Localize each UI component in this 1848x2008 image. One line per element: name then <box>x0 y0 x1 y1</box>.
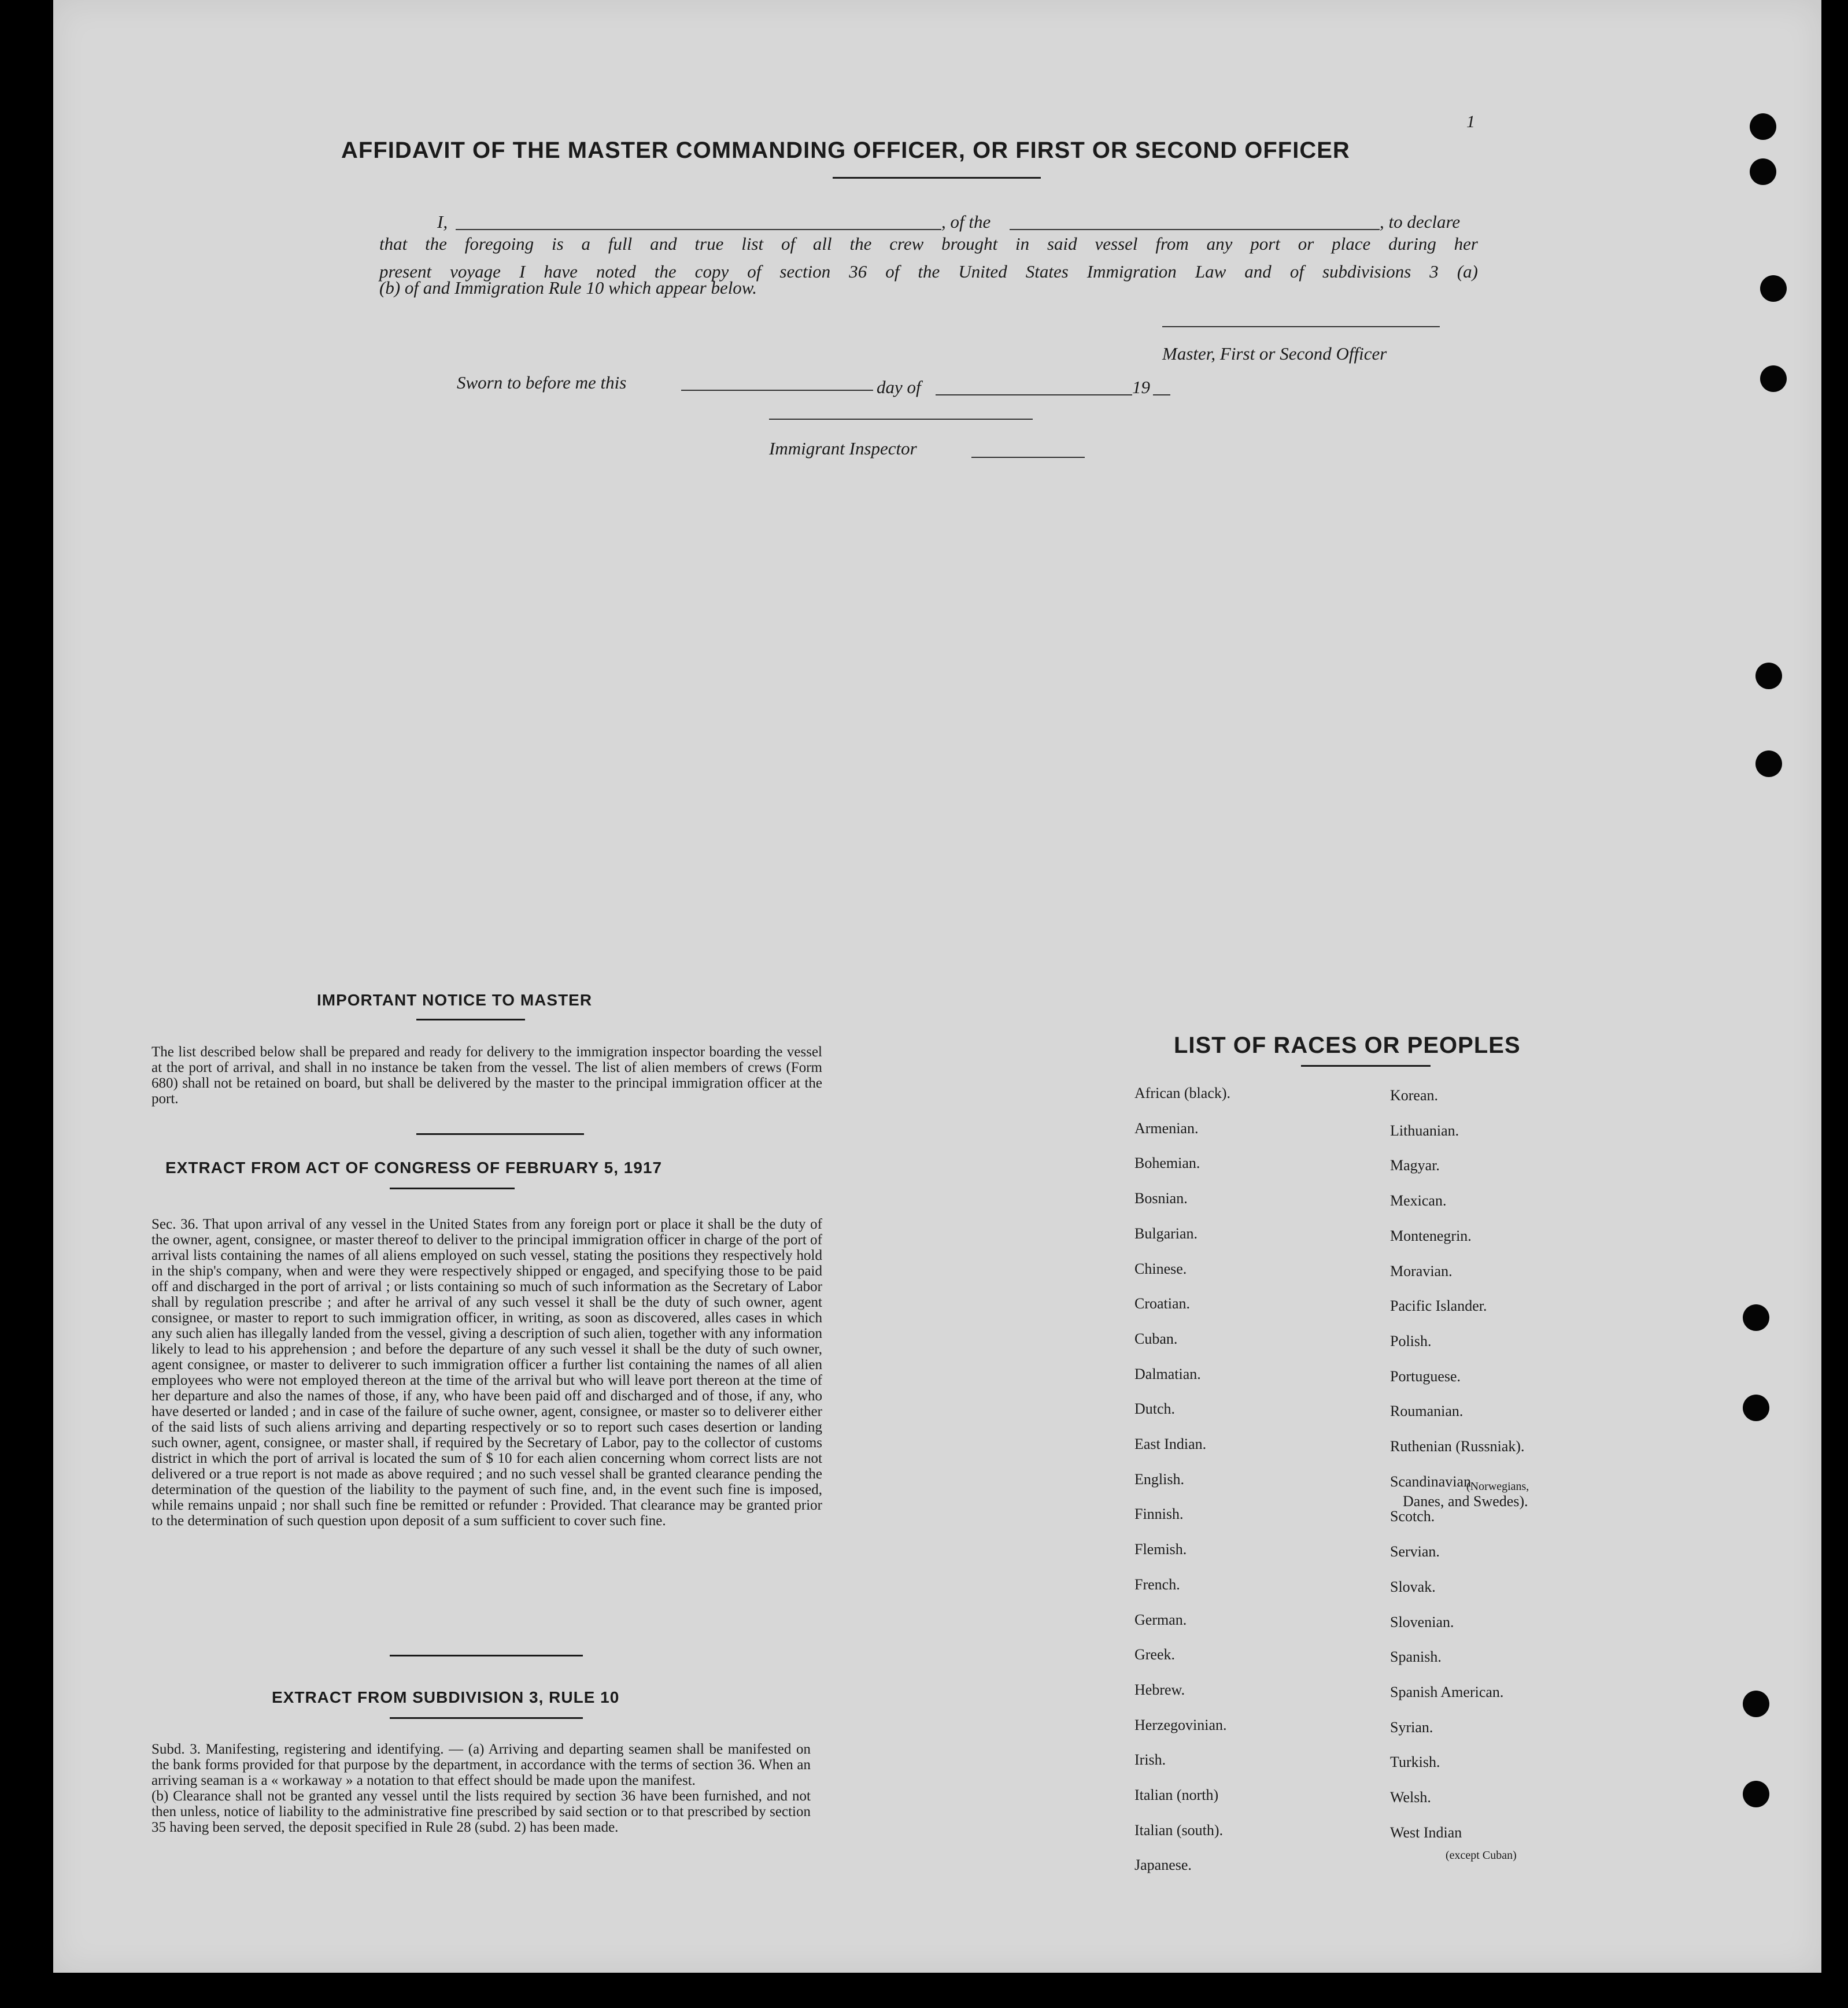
race-item: Dutch. <box>1134 1400 1176 1418</box>
inspector-label: Immigrant Inspector <box>769 438 917 458</box>
race-item: Finnish. <box>1134 1506 1184 1523</box>
affidavit-line2: that the foregoing is a full and true list of all the crew brought in said vessel from any port or place during her <box>379 234 1478 254</box>
affidavit-line4: (b) of and Immigration Rule 10 which appear below. <box>379 278 757 298</box>
signature-blank[interactable] <box>1162 326 1440 327</box>
race-item: Scotch. <box>1390 1508 1435 1525</box>
race-item: Magyar. <box>1390 1157 1440 1174</box>
race-item: Bosnian. <box>1134 1190 1188 1207</box>
race-item: Italian (south). <box>1134 1821 1224 1839</box>
binder-hole <box>1743 1691 1769 1717</box>
race-item: Slovenian. <box>1390 1613 1454 1630</box>
act-title: EXTRACT FROM ACT OF CONGRESS OF FEBRUARY 5, 1917 <box>165 1159 663 1177</box>
notice-underline <box>416 1019 525 1020</box>
affidavit-of-the: , of the <box>941 212 991 232</box>
race-item: Roumanian. <box>1390 1403 1463 1420</box>
notice-body: The list described below shall be prepared and ready for delivery to the immigration inspector boarding the vessel at the port of arrival, and shall in no instance be taken from the vessel. The list of alien members of crews (Form 680) shall not be retained on board, but shall be delivered by the master to the principal immigration officer at the port. <box>151 1044 822 1107</box>
race-item: Cuban. <box>1134 1330 1178 1347</box>
race-item: Syrian. <box>1390 1718 1433 1736</box>
inspector-signature-blank[interactable] <box>769 419 1033 420</box>
inspector-underline <box>971 457 1085 458</box>
race-item: East Indian. <box>1134 1436 1207 1452</box>
race-item: Italian (north) <box>1134 1787 1219 1803</box>
binder-hole <box>1755 750 1782 777</box>
race-item: English. <box>1134 1470 1184 1488</box>
race-item: Flemish. <box>1134 1541 1187 1558</box>
race-item: Montenegrin. <box>1390 1227 1472 1244</box>
race-item: Spanish American. <box>1390 1683 1504 1700</box>
document-page <box>53 0 1821 1973</box>
race-item: Bulgarian. <box>1134 1225 1198 1242</box>
race-item: West Indian <box>1390 1824 1462 1841</box>
race-item: Korean. <box>1390 1087 1439 1104</box>
race-item: Ruthenian (Russniak). <box>1390 1438 1525 1455</box>
page-number: 1 <box>1466 112 1475 131</box>
race-item: Scandinavian <box>1390 1473 1472 1490</box>
year-blank[interactable] <box>1153 394 1170 395</box>
title-underline <box>833 177 1041 179</box>
affidavit-declare: , to declare <box>1380 212 1461 232</box>
sworn-day-blank[interactable] <box>681 390 873 391</box>
west-indian-note: (except Cuban) <box>1446 1849 1517 1862</box>
races-underline <box>1301 1065 1431 1067</box>
rule-para-b: (b) Clearance shall not be granted any vessel until the lists required by section 36 have been furnished, and not then unless, notice of liability to the administrative fine prescribed by said section or to that prescribed by section 35 having been served, the deposit specified in Rule 28 (subd. 2) has been made. <box>151 1788 811 1835</box>
race-item: Portuguese. <box>1390 1367 1461 1385</box>
act-rule <box>390 1655 583 1656</box>
rule-title: EXTRACT FROM SUBDIVISION 3, RULE 10 <box>272 1688 620 1706</box>
race-item: Herzegovinian. <box>1134 1716 1227 1733</box>
scandinavian-note: (Norwegians, <box>1466 1480 1529 1493</box>
scandinavian-note-2: Danes, and Swedes). <box>1403 1493 1528 1510</box>
race-item: Chinese. <box>1134 1260 1187 1277</box>
binder-hole <box>1743 1304 1769 1331</box>
race-item: Lithuanian. <box>1390 1122 1459 1139</box>
affidavit-i: I, <box>437 212 448 232</box>
race-item: Armenian. <box>1134 1119 1199 1137</box>
race-item: Dalmatian. <box>1134 1365 1201 1382</box>
notice-title: IMPORTANT NOTICE TO MASTER <box>317 991 593 1009</box>
race-item: Croatian. <box>1134 1295 1191 1312</box>
affidavit-title: AFFIDAVIT OF THE MASTER COMMANDING OFFICER, OR FIRST OR SECOND OFFICER <box>341 138 1350 163</box>
day-of-label: day of <box>877 377 921 397</box>
race-item: Bohemian. <box>1134 1155 1200 1172</box>
race-item: Servian. <box>1390 1543 1440 1560</box>
race-item: Hebrew. <box>1134 1681 1185 1698</box>
race-item: French. <box>1134 1576 1180 1593</box>
race-item: Spanish. <box>1390 1648 1442 1666</box>
race-item: Irish. <box>1134 1751 1166 1769</box>
binder-hole <box>1760 365 1787 392</box>
notice-rule <box>416 1133 584 1135</box>
signature-label: Master, First or Second Officer <box>1162 343 1387 364</box>
rule-para-a: Subd. 3. Manifesting, registering and identifying. — (a) Arriving and departing seamen shall be manifested on the bank forms provided for that purpose by the department, in accordance with the terms of section 36. When an arriving seaman is a « workaway » a notation to that effect should be made upon the manifest. <box>151 1741 811 1788</box>
rule-underline <box>390 1717 583 1719</box>
races-title: LIST OF RACES OR PEOPLES <box>1174 1033 1521 1058</box>
race-item: Japanese. <box>1134 1857 1192 1874</box>
race-item: Polish. <box>1390 1332 1432 1349</box>
race-item: African (black). <box>1134 1085 1231 1101</box>
year-prefix: 19 <box>1132 377 1150 397</box>
race-item: Slovak. <box>1390 1578 1436 1595</box>
act-body: Sec. 36. That upon arrival of any vessel in the United States from any foreign port or place it shall be the duty of the owner, agent, consignee, or master thereof to deliver to the principal immigration officer in charge of the port of arrival lists containing the names of all aliens employed on such vessel, stating the positions they respectively hold in the ship's company, when and were they were respectively shipped or engaged, and specifying those to be paid off and discharged in the port of arrival ; or lists containing so much of such information as the Secretary of Labor shall by regulation prescribe ; and after he arrival of any such vessel it shall be the duty of such owner, agent consignee, or master to report to such immigration officer, in writing, as soon as discovered, alles cases in which any such alien has illegally landed from the vessel, giving a description of such alien, together with any information likely to lead to his apprehension ; and before the departure of any such vessel it shall be the duty of such owner, agent consignee, or master to deliverer to such immigration officer a further list containing the names of all alien employees who were not employed thereon at the time of the arrival but who will leave port thereon at the time of her departure and also the names of those, if any, who have been paid off and discharged and of those, if any, who have deserted or landed ; and in case of the failure of suche owner, agent, consignee, or master so to deliverer either of the said lists of such aliens arriving and departing respectively or so to report such cases desertion or landing such owner, agent, consignee, or master shall, if required by the Secretary of Labor, pay to the collector of customs district in which the port of arrival is located the sum of $ 10 for each alien concerning whom correct lists are not delivered or a true report is not made as above required ; and no such vessel shall be granted clearance pending the determination of the question of the liability to the payment of such fine, and, in the event such fine is imposed, while remains unpaid ; nor shall such fine be remitted or refunder : Provided. That clearance may be granted prior to the determination of such question upon deposit of a sum sufficient to cover such fine. <box>151 1216 822 1529</box>
race-item: Turkish. <box>1390 1754 1440 1771</box>
affidavit-line3: present voyage I have noted the copy of section 36 of the United States Immigration Law and of subdivisions 3 (a) <box>379 261 1478 282</box>
act-underline <box>390 1188 515 1189</box>
month-blank[interactable] <box>936 394 1132 395</box>
race-item: Mexican. <box>1390 1192 1447 1210</box>
rule-body <box>151 1741 811 1835</box>
race-item: Greek. <box>1134 1646 1176 1663</box>
race-item: Moravian. <box>1390 1262 1452 1280</box>
binder-hole <box>1760 275 1787 302</box>
race-item: Pacific Islander. <box>1390 1297 1487 1315</box>
binder-hole <box>1750 113 1776 140</box>
binder-hole <box>1743 1781 1769 1807</box>
binder-hole <box>1755 663 1782 689</box>
binder-hole <box>1743 1395 1769 1421</box>
race-item: Welsh. <box>1390 1789 1431 1806</box>
binder-hole <box>1750 158 1776 185</box>
sworn-label: Sworn to before me this <box>457 372 627 393</box>
race-item: German. <box>1134 1611 1187 1628</box>
